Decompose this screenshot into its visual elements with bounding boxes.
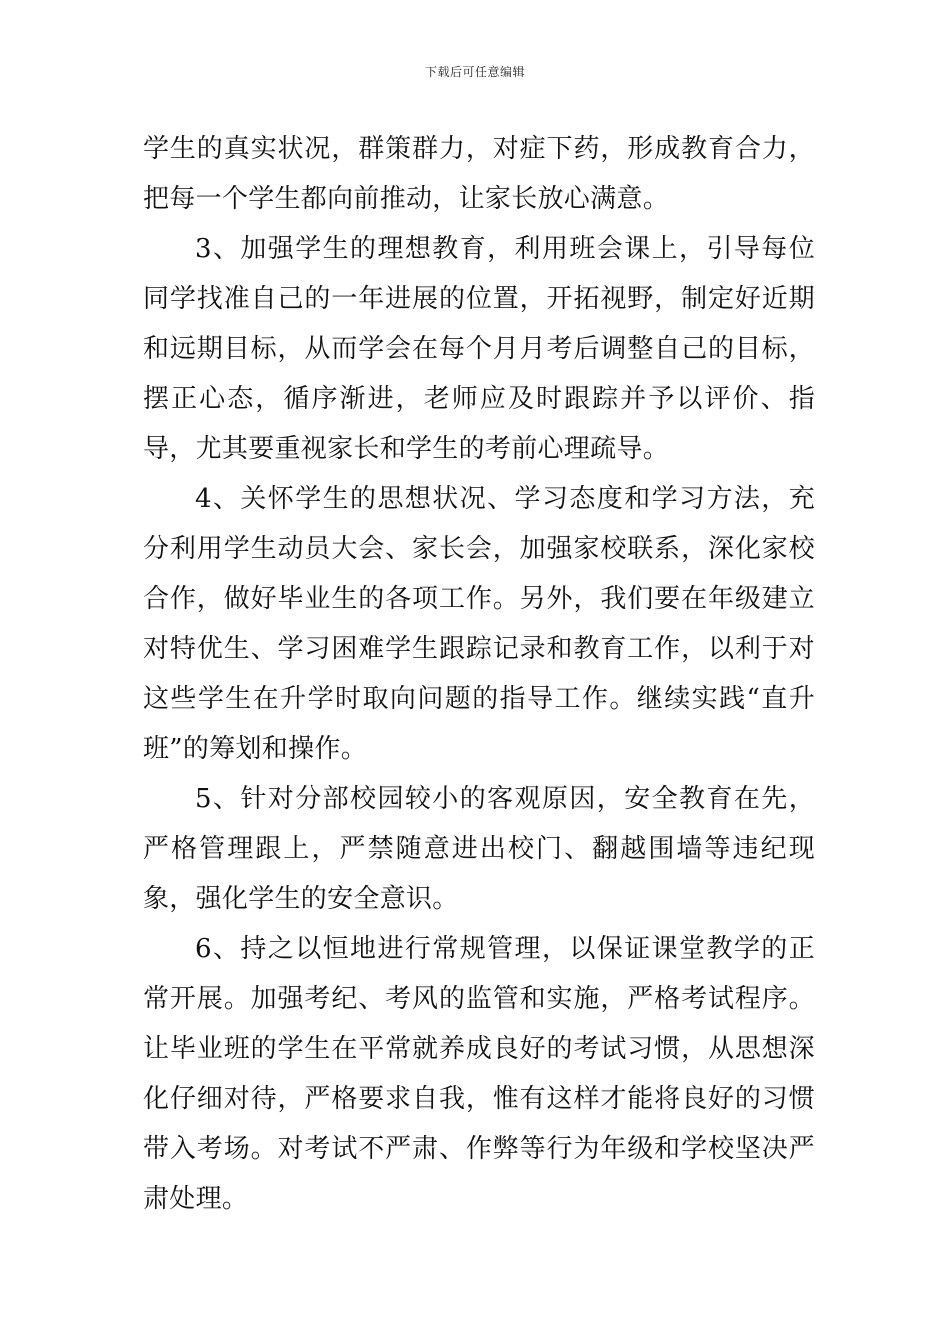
- paragraph-item-6: 6、持之以恒地进行常规管理，以保证课堂教学的正常开展。加强考纪、考风的监管和实施，严格考试程序。让毕业班的学生在平常就养成良好的考试习惯，从思想深化仔细对待，严格要求自我，惟有这样才能将良好的习惯带入考场。对考试不严肃、作弊等行为年级和学校坚决严肃处理。: [143, 934, 815, 1214]
- document-body: [143, 124, 815, 1224]
- paragraph-continuation: 学生的真实状况，群策群力，对症下药，形成教育合力，把每一个学生都向前推动，让家长放心满意。: [143, 134, 815, 214]
- paragraph-item-4: 4、关怀学生的思想状况、学习态度和学习方法，充分利用学生动员大会、家长会，加强家校联系，深化家校合作，做好毕业生的各项工作。另外，我们要在年级建立对特优生、学习困难学生跟踪记录和教育工作，以利于对这些学生在升学时取向问题的指导工作。继续实践“直升班”的筹划和操作。: [143, 484, 815, 764]
- paragraph-item-3: 3、加强学生的理想教育，利用班会课上，引导每位同学找准自己的一年进展的位置，开拓视野，制定好近期和远期目标，从而学会在每个月月考后调整自己的目标，摆正心态，循序渐进，老师应及时跟踪并予以评价、指导，尤其要重视家长和学生的考前心理疏导。: [143, 234, 815, 464]
- paragraph-item-5: 5、针对分部校园较小的客观原因，安全教育在先，严格管理跟上，严禁随意进出校门、翻越围墙等违纪现象，强化学生的安全意识。: [143, 784, 815, 914]
- page-header: 下载后可任意编辑: [424, 65, 525, 79]
